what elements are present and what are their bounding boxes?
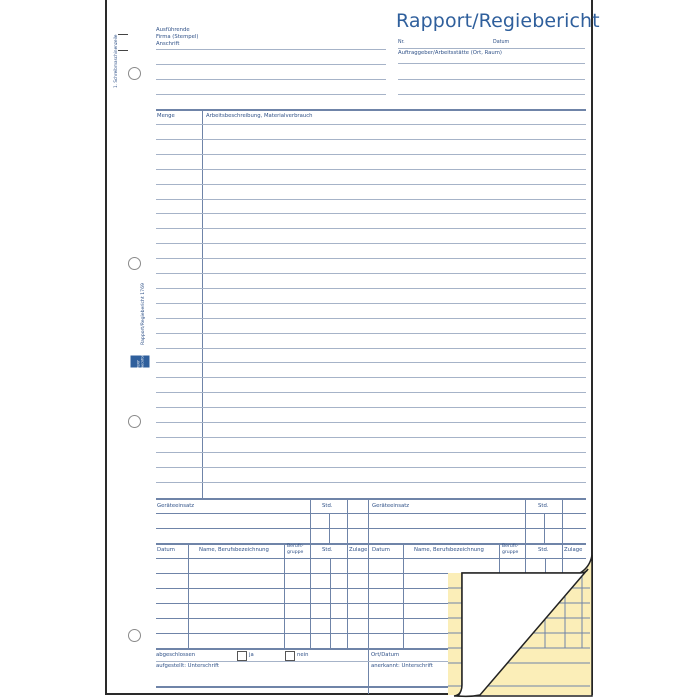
main-table-row[interactable] [156,467,586,468]
main-table-row[interactable] [156,362,586,363]
equipment-hours-split [544,514,545,543]
main-table-row[interactable] [156,199,586,200]
number-date-line[interactable] [398,48,585,49]
main-table-top-border [156,109,586,111]
side-note-typewriter-line: 1. Schreibmaschinenzeile [113,34,118,88]
equipment-divider [562,499,563,543]
checkbox-yes[interactable] [237,651,247,661]
labor-col-date-left: Datum [157,547,175,553]
labor-col-bonus-right: Zulage [564,547,583,553]
labor-col-hours-left: Std. [322,547,333,553]
labor-col-name-left: Name, Berufsbezeichnung [199,547,269,553]
page-curl-carbon-copy [440,555,600,700]
labor-divider [310,544,311,648]
checkbox-no[interactable] [285,651,295,661]
main-table-row[interactable] [156,169,586,170]
side-note-form-number: Rapport/Regiebericht 1769 [141,283,146,345]
labor-divider [347,544,348,648]
label-prepared-signature: aufgestellt: Unterschrift [156,663,219,669]
col-header-quantity: Menge [157,113,175,119]
line-marker-2 [118,50,128,51]
main-table-row[interactable] [156,273,586,274]
equipment-hours-left: Std. [322,503,333,509]
label-no: nein [297,652,309,658]
main-table-row[interactable] [156,288,586,289]
labor-col-date-right: Datum [372,547,390,553]
main-table-row[interactable] [156,154,586,155]
client-line-1[interactable] [398,63,585,64]
main-table-row[interactable] [156,348,586,349]
main-table-row[interactable] [156,377,586,378]
main-table-row[interactable] [156,437,586,438]
equipment-header-line [156,513,586,514]
label-yes: ja [249,652,254,658]
equipment-label-left: Geräteeinsatz [157,503,195,509]
equipment-bottom-border [156,543,586,545]
equipment-label-right: Geräteeinsatz [372,503,410,509]
main-table-row[interactable] [156,184,586,185]
line-marker-1 [118,34,128,35]
labor-divider [330,559,331,648]
label-number: Nr. [398,40,405,45]
section-center-divider [368,499,369,694]
labor-col-group-left-1: Berufs- [287,544,304,549]
equipment-divider [347,499,348,543]
main-table-row[interactable] [156,243,586,244]
equipment-hours-split [329,514,330,543]
main-table-row[interactable] [156,303,586,304]
address-line-2[interactable] [156,64,386,65]
punch-hole-icon [128,67,141,80]
main-table-row[interactable] [156,422,586,423]
main-table-row[interactable] [156,213,586,214]
main-table-row[interactable] [156,333,586,334]
main-table-row[interactable] [156,392,586,393]
label-company-stamp: Firma (Stempel) [156,34,199,40]
label-executing: Ausführende [156,27,190,33]
main-table-bottom-border [156,498,586,500]
main-table-row[interactable] [156,452,586,453]
brand-logo: AVERY Zweckform [131,356,150,368]
main-table-row[interactable] [156,139,586,140]
main-table-row[interactable] [156,482,586,483]
equipment-divider [310,499,311,543]
address-line-4[interactable] [156,94,386,95]
labor-col-group-right-2: gruppe [502,550,519,555]
label-client-site: Auftraggeber/Arbeitsstätte (Ort, Raum) [398,50,502,56]
client-line-3[interactable] [398,94,585,95]
page-title: Rapport/Regiebericht [396,10,600,32]
punch-hole-icon [128,257,141,270]
main-table-row[interactable] [156,407,586,408]
col-header-description: Arbeitsbeschreibung, Materialverbrauch [206,113,313,119]
labor-divider [188,544,189,648]
equipment-row-1[interactable] [156,528,586,529]
labor-divider [403,544,404,648]
label-acknowledged-signature: anerkannt: Unterschrift [371,663,433,669]
main-table-row[interactable] [156,258,586,259]
main-table-row[interactable] [156,124,586,125]
label-place-date: Ort/Datum [371,652,400,658]
labor-col-group-left-2: gruppe [287,550,304,555]
labor-col-group-right-1: Berufs- [502,544,519,549]
equipment-divider [525,499,526,543]
labor-col-hours-right: Std. [538,547,549,553]
punch-hole-icon [128,629,141,642]
address-line-3[interactable] [156,79,386,80]
label-date: Datum [493,40,510,45]
equipment-hours-right: Std. [538,503,549,509]
label-completed: abgeschlossen [156,652,196,658]
labor-col-name-right: Name, Berufsbezeichnung [414,547,484,553]
labor-divider [284,544,285,648]
labor-col-bonus-left: Zulage [349,547,368,553]
client-line-2[interactable] [398,79,585,80]
label-address: Anschrift [156,41,180,47]
main-table-row[interactable] [156,318,586,319]
main-table-row[interactable] [156,228,586,229]
address-line-1[interactable] [156,49,386,50]
punch-hole-icon [128,415,141,428]
